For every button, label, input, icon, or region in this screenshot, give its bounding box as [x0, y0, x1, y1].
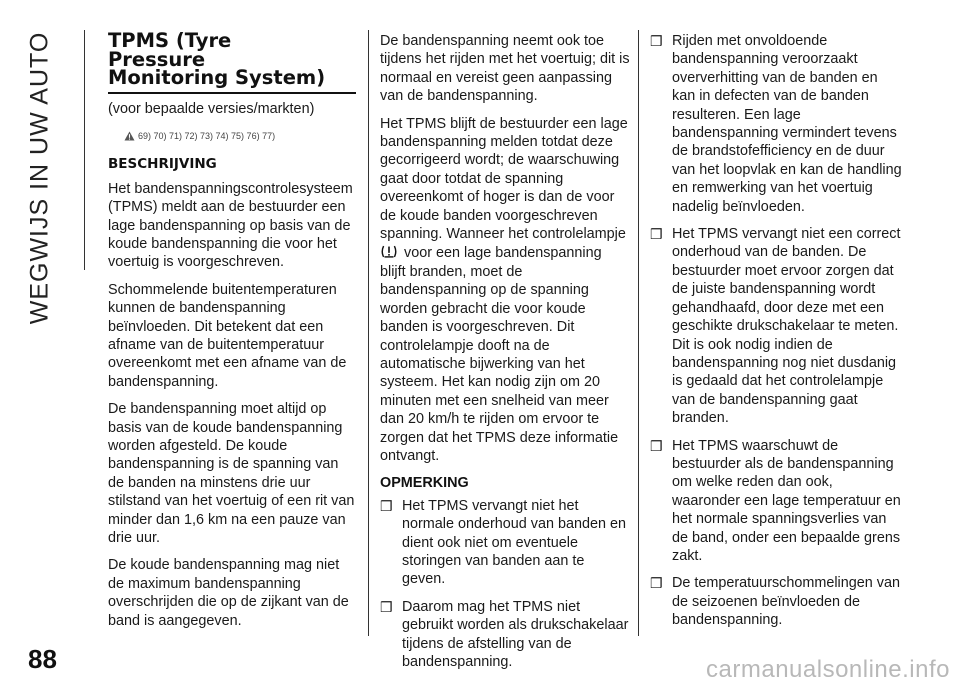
list-item-text: Rijden met onvoldoende bandenspanning veroorzaakt oververhitting van de banden en kan in defecten van de banden resulteren. Een lage bandenspanning vermindert tevens de brandstofefficiency en de duur van het loopvlak en kan de handling en remwerking van het voertuig nadelig beïnvloeden.	[672, 33, 902, 215]
paragraph	[380, 115, 630, 466]
paragraph: Het bandenspanningscontrolesysteem (TPMS) meldt aan de bestuurder een lage bandenspanning op basis van de koude bandenspanning die voor het voertuig is voorgeschreven.	[108, 180, 353, 271]
page-number: 88	[28, 644, 57, 674]
list-item	[380, 598, 630, 672]
list-item	[380, 497, 630, 589]
side-divider	[84, 30, 85, 270]
column-1	[108, 29, 356, 639]
checkbox-bullet-icon: ❒	[650, 226, 663, 243]
reference-numbers: 69) 70) 71) 72) 73) 74) 75) 76) 77)	[138, 130, 276, 141]
tpms-warning-light-icon	[380, 243, 398, 260]
list-item-text: Het TPMS waarschuwt de bestuurder als de bandenspanning om welke reden dan ook, waaronder een lage temperatuur en het normale spanningsverlies van de band, onder een bepaalde grens zakt.	[672, 437, 901, 564]
paragraph-text: Het TPMS blijft de bestuurder een lage bandenspanning melden totdat deze gecorrigeerd wordt; de waarschuwing gaat door totdat de spanning overeenkomt of hoger is dan de voor de koude banden voorgeschreven spanning. Wanneer het controlelampje	[380, 115, 628, 243]
column-divider	[368, 30, 369, 636]
list-item	[650, 32, 902, 216]
list-item-text: De temperatuurschommelingen van de seizoenen beïnvloeden de bandenspanning.	[672, 575, 900, 629]
section-title: TPMS (Tyre Pressure Monitoring System)	[108, 32, 356, 94]
paragraph: De bandenspanning moet altijd op basis van de koude bandenspanning worden afgesteld. De koude bandenspanning is de spanning van de banden na minstens drie uur stilstand van het voertuig of een rit van minder dan 1,6 km na een pauze van drie uur.	[108, 401, 355, 547]
list-item-text: Daarom mag het TPMS niet gebruikt worden als drukschakelaar tijdens de afstelling van de bandenspanning.	[402, 598, 629, 670]
section-subtitle: (voor bepaalde versies/markten)	[108, 100, 315, 117]
list-item	[650, 225, 902, 427]
checkbox-bullet-icon: ❒	[650, 575, 663, 592]
paragraph-text: voor een lage bandenspanning blijft branden, moet de bandenspanning op de spanning worden gebracht die voor koude banden is voorgeschreven. Dit controlelampje dooft na de automatische bijwerking van het systeem. Het kan nodig zijn om 20 minuten met een snelheid van meer dan 20 km/h te rijden om ervoor te zorgen dat het TPMS deze informatie ontvangt.	[380, 245, 619, 464]
paragraph: De koude bandenspanning mag niet de maximum bandenspanning overschrijden die op de zijkant van de band is aangegeven.	[108, 557, 349, 629]
checkbox-bullet-icon: ❒	[380, 497, 393, 514]
checkbox-bullet-icon: ❒	[650, 437, 663, 454]
warning-triangle-icon	[124, 131, 135, 141]
list-item-text: Het TPMS vervangt niet het normale onderhoud van banden en dient ook niet om eventuele storingen van banden aan te geven.	[402, 497, 627, 588]
column-divider	[638, 30, 639, 636]
paragraph: Schommelende buitentemperaturen kunnen de bandenspanning beïnvloeden. Dit betekent dat een afname van de buitentemperatuur overeenkomt met een afname van de bandenspanning.	[108, 281, 347, 390]
warning-references	[124, 127, 356, 145]
watermark: carmanualsonline.info	[706, 656, 950, 683]
note-heading: OPMERKING	[380, 475, 469, 492]
list-item-text: Het TPMS vervangt niet een correct onderhoud van de banden. De bestuurder moet ervoor zorgen dat de juiste bandenspanning wordt gehandhaafd, door deze met een geschikte drukschakelaar te meten. Dit is ook nodig indien de bandenspanning nog niet dusdanig is gedaald dat het controlelampje van de bandenspanning gaat branden.	[672, 226, 901, 427]
description-heading: BESCHRIJVING	[108, 156, 217, 173]
chapter-side-title: WEGWIJS IN UW AUTO	[25, 31, 54, 325]
checkbox-bullet-icon: ❒	[650, 33, 663, 49]
list-item	[650, 437, 902, 566]
checkbox-bullet-icon: ❒	[380, 598, 393, 615]
column-3	[650, 32, 902, 639]
column-2	[380, 32, 630, 680]
list-item	[650, 574, 902, 629]
paragraph: De bandenspanning neemt ook toe tijdens het rijden met het voertuig; dit is normaal en vereist geen aanpassing van de bandenspanning.	[380, 33, 630, 105]
